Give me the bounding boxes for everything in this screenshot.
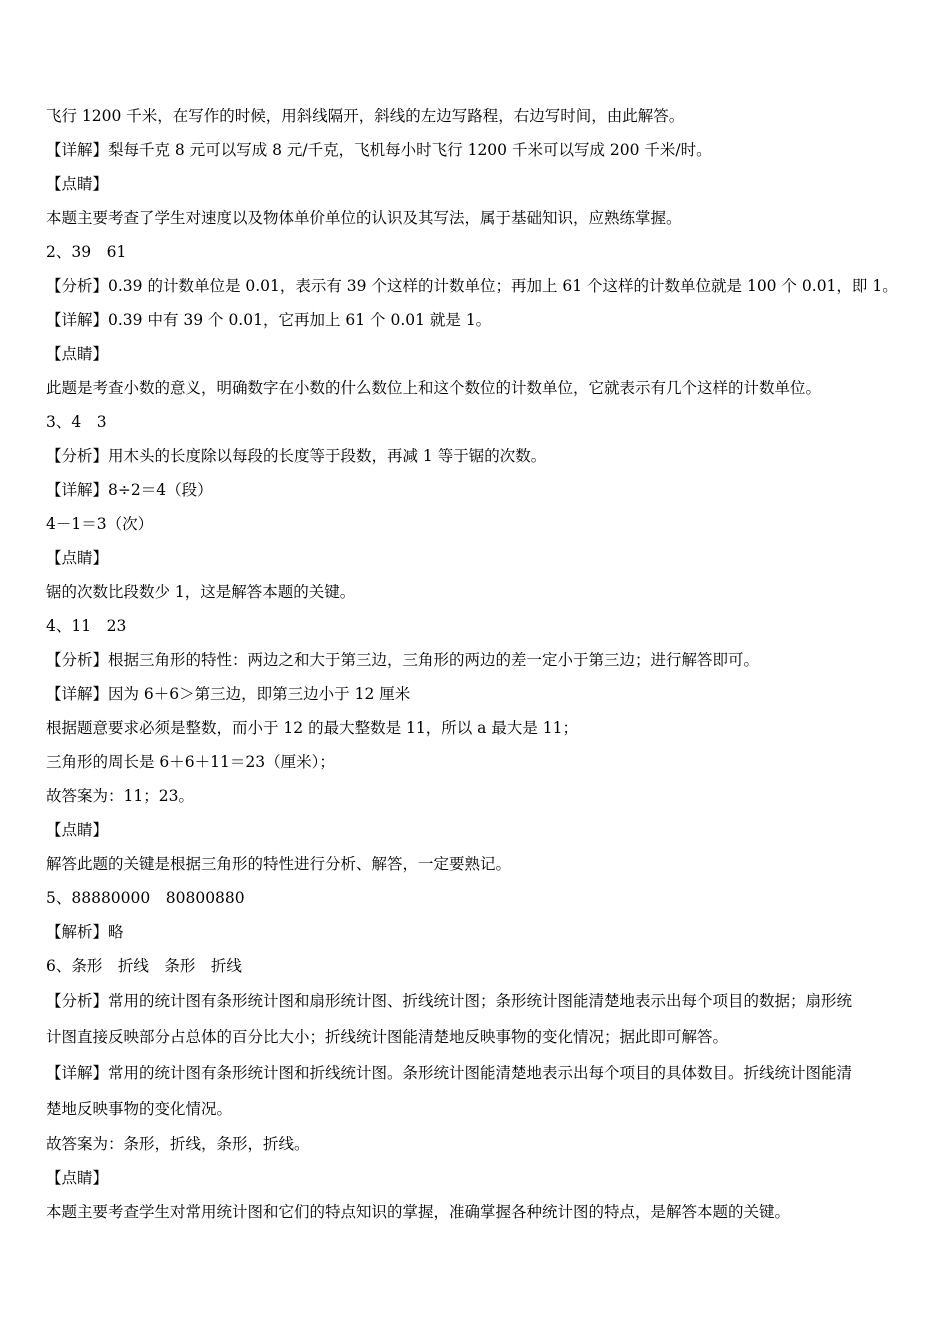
- text-line: 【分析】0.39 的计数单位是 0.01，表示有 39 个这样的计数单位；再加上 61 个这样的计数单位就是 100 个 0.01，即 1。: [46, 277, 898, 295]
- text-line: 【详解】因为 6＋6＞第三边，即第三边小于 12 厘米: [46, 685, 411, 703]
- text-line: 【点睛】: [46, 821, 109, 839]
- text-line: 锯的次数比段数少 1，这是解答本题的关键。: [46, 583, 356, 601]
- text-line: 4－1＝3（次）: [46, 515, 154, 533]
- text-line: 【解析】略: [46, 923, 124, 941]
- text-line: 故答案为：条形，折线，条形，折线。: [46, 1135, 310, 1153]
- document-page: [46, 99, 912, 1229]
- question-answer-3: 3、4 3: [46, 413, 107, 431]
- text-line: 【点睛】: [46, 549, 109, 567]
- text-line: 本题主要考查了学生对速度以及物体单价单位的认识及其写法，属于基础知识，应熟练掌握。: [46, 209, 682, 227]
- text-line: 【详解】8÷2＝4（段）: [46, 481, 213, 499]
- text-line: 此题是考查小数的意义，明确数字在小数的什么数位上和这个数位的计数单位，它就表示有几个这样的计数单位。: [46, 379, 822, 397]
- text-line: 【详解】常用的统计图有条形统计图和折线统计图。条形统计图能清楚地表示出每个项目的具体数目。折线统计图能清: [46, 1064, 853, 1082]
- question-answer-6: 6、条形 折线 条形 折线: [46, 957, 242, 975]
- text-line: 【点睛】: [46, 1169, 109, 1187]
- text-line: 故答案为：11；23。: [46, 787, 194, 805]
- question-answer-5: 5、88880000 80800880: [46, 889, 245, 907]
- question-answer-4: 4、11 23: [46, 617, 127, 635]
- text-line: 【点睛】: [46, 345, 109, 363]
- text-line: 飞行 1200 千米，在写作的时候，用斜线隔开，斜线的左边写路程，右边写时间，由此解答。: [46, 107, 685, 125]
- text-line: 【点睛】: [46, 175, 109, 193]
- text-line: 三角形的周长是 6＋6＋11＝23（厘米）；: [46, 753, 335, 771]
- text-line: 根据题意要求必须是整数，而小于 12 的最大整数是 11，所以 a 最大是 11；: [46, 719, 578, 737]
- text-line: 【详解】0.39 中有 39 个 0.01，它再加上 61 个 0.01 就是 1。: [46, 311, 492, 329]
- text-line: 解答此题的关键是根据三角形的特性进行分析、解答，一定要熟记。: [46, 855, 512, 873]
- text-line: 【分析】根据三角形的特性：两边之和大于第三边，三角形的两边的差一定小于第三边；进行解答即可。: [46, 651, 760, 669]
- text-line: 【分析】用木头的长度除以每段的长度等于段数，再减 1 等于锯的次数。: [46, 447, 547, 465]
- text-line: 计图直接反映部分占总体的百分比大小；折线统计图能清楚地反映事物的变化情况；据此即可解答。: [46, 1028, 729, 1046]
- text-line: 本题主要考查学生对常用统计图和它们的特点知识的掌握，准确掌握各种统计图的特点，是解答本题的关键。: [46, 1203, 791, 1221]
- text-line: 【分析】常用的统计图有条形统计图和扇形统计图、折线统计图；条形统计图能清楚地表示出每个项目的数据；扇形统: [46, 992, 853, 1010]
- text-line: 【详解】梨每千克 8 元可以写成 8 元/千克，飞机每小时飞行 1200 千米可以写成 200 千米/时。: [46, 141, 712, 159]
- question-answer-2: 2、39 61: [46, 243, 127, 261]
- text-line: 楚地反映事物的变化情况。: [46, 1100, 233, 1118]
